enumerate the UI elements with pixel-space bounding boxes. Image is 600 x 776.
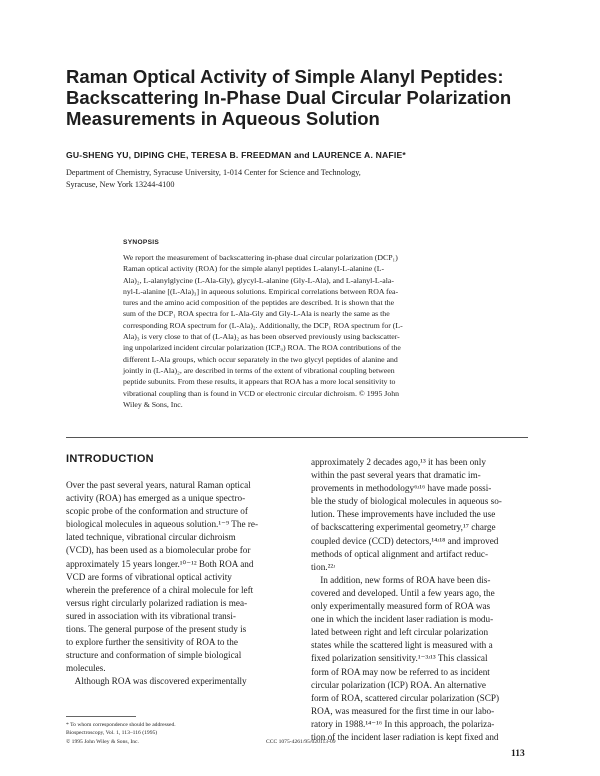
body-line: wherein the preference of a chiral molecule for left [66, 584, 254, 595]
body-line: structure and conformation of simple biological [66, 650, 242, 661]
footnote-line: Biospectroscopy, Vol. 1, 113–116 (1995) [66, 730, 158, 737]
synopsis-line: different L-Ala groups, which occur separately in the two glycyl peptides of alanine and [123, 354, 398, 364]
footnote-line: * To whom correspondence should be addressed. [66, 722, 176, 728]
body-line: coupled device (CCD) detectors,¹⁴ʴ¹⁸ and improved [311, 535, 499, 546]
body-line: covered and developed. Until a few years ago, the [311, 587, 495, 598]
body-line: activity (ROA) has emerged as a unique spectro- [66, 493, 246, 504]
body-line: approximately 15 years longer.¹⁰⁻¹² Both ROA and [66, 558, 254, 569]
body-line: ratory in 1988.¹⁴⁻¹⁶ In this approach, the polariza- [311, 718, 495, 729]
body-line: circular polarization (ICP) ROA. An alternative [311, 679, 487, 690]
body-line: VCD are forms of vibrational optical activity [66, 571, 232, 582]
section-divider [66, 437, 528, 438]
body-line: only experimentally measured form of ROA was [311, 601, 491, 612]
body-line: ROA, was measured for the first time in our labo- [311, 705, 495, 716]
body-line: states while the scattered light is measured with a [311, 640, 493, 651]
body-line: molecules. [66, 663, 106, 674]
synopsis-line: sum of the DCP₁ ROA spectra for L-Ala-Gly and Gly-L-Ala is nearly the same as the [123, 309, 390, 319]
body-line: one in which the incident laser radiation is modu- [311, 614, 494, 625]
affiliation-line: Department of Chemistry, Syracuse University, 1-014 Center for Science and Technology, [66, 168, 361, 177]
body-line: of backscattering experimental geometry,¹⁷ charge [311, 522, 496, 533]
synopsis-line: tures and the amino acid composition of the peptides are described. It is shown that the [123, 298, 395, 308]
body-line: Although ROA was discovered experimentally [66, 676, 247, 687]
left-column [66, 479, 288, 689]
footnote [66, 721, 336, 746]
page-number: 113 [511, 749, 525, 759]
body-line: tion.²²ʴ [311, 561, 336, 572]
body-line: Over the past several years, natural Raman optical [66, 480, 251, 490]
body-line: within the past several years that dramatic im- [311, 470, 481, 481]
synopsis-line: corresponding ROA spectrum for (L-Ala)₂. Additionally, the DCP₁ ROA spectrum for (L- [123, 320, 403, 330]
body-line: approximately 2 decades ago,¹³ it has been only [311, 457, 486, 467]
affiliation-line: Syracuse, New York 13244-4100 [66, 180, 175, 189]
title-line: Backscattering In-Phase Dual Circular Polarization [66, 87, 512, 108]
synopsis-heading: SYNOPSIS [123, 239, 160, 246]
synopsis-line: jointly in (L-Ala)₂, are described in terms of the extent of vibrational coupling between [123, 365, 395, 375]
body-line: provements in methodology⁶ʴ¹⁶ have made possi- [311, 483, 492, 494]
body-line: tions. The general purpose of the present study is [66, 624, 247, 635]
body-line: form of ROA may now be referred to as incident [311, 666, 490, 677]
title-line: Raman Optical Activity of Simple Alanyl Peptides: [66, 66, 504, 87]
body-line: scopic probe of the conformation and structure of [66, 506, 248, 517]
synopsis-line: ing unpolarized incident circular polarization (ICPᵤ) ROA. The ROA contributions of the [123, 343, 401, 353]
title-line: Measurements in Aqueous Solution [66, 108, 380, 129]
synopsis-line: vibrational coupling than is found in VCD or electronic circular dichroism. © 1995 John [123, 388, 400, 398]
synopsis-line: Raman optical activity (ROA) for the simple alanyl peptides L-alanyl-L-alanine (L- [123, 264, 385, 274]
paper-title [66, 66, 566, 129]
body-line: (VCD), has been used as a biomolecular probe for [66, 545, 251, 556]
body-line: lated technique, vibrational circular dichroism [66, 532, 236, 543]
affiliation [66, 167, 486, 191]
body-line: methods of optical alignment and artifact reduc- [311, 548, 489, 559]
body-line: fixed polarization sensitivity.¹⁻³ʴ¹³ This classical [311, 653, 488, 664]
synopsis-line: We report the measurement of backscattering in-phase dual circular polarization (DCP₁) [123, 253, 398, 262]
body-line: biological molecules in aqueous solution.¹⁻⁹ The re- [66, 519, 259, 530]
right-column [311, 456, 533, 744]
synopsis-line: Ala)₂, L-alanylglycine (L-Ala-Gly), glycyl-L-alanine (Gly-L-Ala), and L-alanyl-L-ala- [123, 275, 394, 285]
body-line: lution. These improvements have included the use [311, 509, 496, 520]
body-line: versus right circularly polarized radiation is mea- [66, 597, 248, 608]
copyright-line: © 1995 John Wiley & Sons, Inc. [66, 738, 139, 745]
body-line: to explore further the sensitivity of ROA to the [66, 637, 238, 648]
synopsis-line: peptide subunits. From these results, it appears that ROA has a more local sensitivity to [123, 377, 396, 387]
body-line: ble the study of biological molecules in aqueous so- [311, 496, 502, 507]
synopsis-line: Ala)₃ is very close to that of (L-Ala)₂ as has been observed previously using backscatter- [123, 332, 400, 342]
introduction-heading: INTRODUCTION [66, 453, 154, 465]
body-line: form of ROA, scattered circular polarization (SCP) [311, 692, 500, 703]
body-line: tion of the incident laser radiation is kept fixed and [311, 731, 499, 742]
synopsis-line: nyl-L-alanine [(L-Ala)₃] in aqueous solutions. Empirical correlations between ROA fea- [123, 286, 399, 296]
footnote-divider [66, 716, 136, 717]
journal-code: CCC 1075-4261/95/020113-09 [266, 738, 336, 745]
synopsis-line: Wiley & Sons, Inc. [123, 399, 183, 409]
footnote-line [66, 738, 336, 746]
author-list: GU-SHENG YU, DIPING CHE, TERESA B. FREEDMAN and LAURENCE A. NAFIE* [66, 150, 406, 160]
body-line: In addition, new forms of ROA have been dis- [311, 574, 491, 585]
synopsis-text [123, 252, 503, 410]
body-line: sured in association with its vibrational transi- [66, 610, 236, 621]
body-line: lated between right and left circular polarization [311, 627, 489, 638]
